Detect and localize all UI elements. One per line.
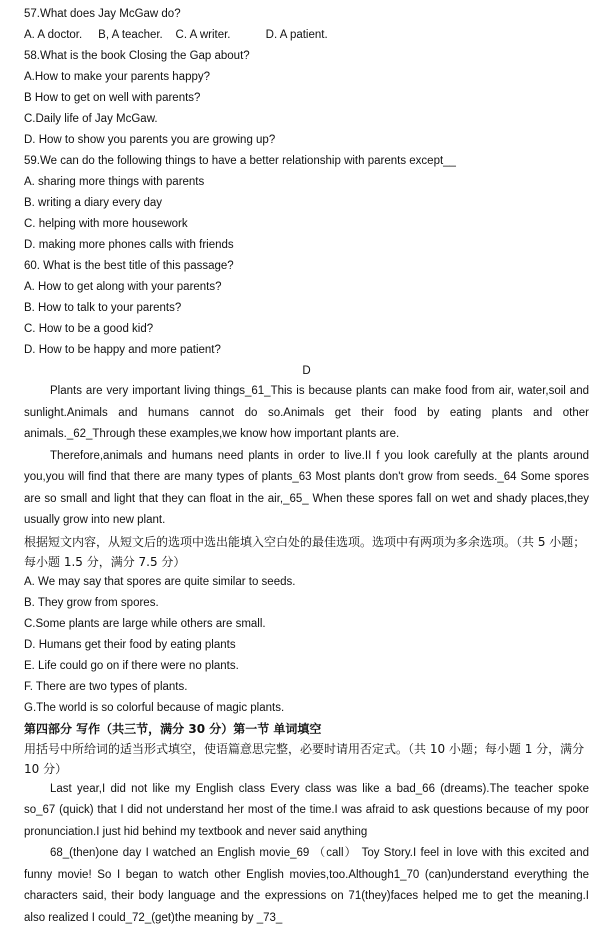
question-58-stem: 58.What is the book Closing the Gap about? [24,50,250,62]
question-60-option-a: A. How to get along with your parents? [24,281,222,293]
section-d-option-a: A. We may say that spores are quite similar to seeds. [24,575,296,588]
section-d-paragraph-2: Therefore,animals and humans need plants in order to live.II f you look carefully at the plants around you,you will find that there are many types of plants_63 Most plants don't grow from seeds._64 Some spores are so small and light that they can float in the air,_65_ When these spores fall on wet and shady places,they usually grow into new plant. [24,449,589,526]
section-d-paragraph-1: Plants are very important living things_61_This is because plants can make food from air, water,soil and sunlight.Animals and humans cannot do so.Animals get their food by eating plants and other animals._62_Through these examples,we know how important plants are. [24,385,589,440]
section-d-option-f: F. There are two types of plants. [24,680,188,693]
question-57-option-d: D. A patient. [265,29,328,41]
section-d-option-c: C.Some plants are large while others are small. [24,617,266,630]
question-59-stem: 59.We can do the following things to have a better relationship with parents except__ [24,155,456,167]
question-60-option-b: B. How to talk to your parents? [24,302,182,314]
part-4-paragraph-2: 68_(then)one day I watched an English movie_69 （call） Toy Story.I feel in love with this excited and funny movie! So I began to watch other English movies,too.Although1_70 (can)understand everything the characters said, their body language and the expressions on 71(they)faces helped me to get the meaning.I also realized I could_72_(get)the meaning by _73_ [24,847,589,924]
question-57-option-a: A. A doctor. [24,29,83,41]
section-d-heading: D [302,365,311,377]
question-58-option-a: A.How to make your parents happy? [24,71,211,83]
question-60-stem: 60. What is the best title of this passage? [24,260,234,272]
question-59-option-a: A. sharing more things with parents [24,176,205,188]
part-4-instruction: 用括号中所给词的适当形式填空，使语篇意思完整，必要时请用否定式。（共 10 小题；每小题 1 分，满分 10 分） [24,741,585,776]
section-d-option-e: E. Life could go on if there were no plants. [24,659,239,672]
section-d-option-g: G.The world is so colorful because of magic plants. [24,701,285,714]
question-57-option-c: C. A writer. [175,29,231,41]
question-58-option-c: C.Daily life of Jay McGaw. [24,113,158,125]
section-d-instruction: 根据短文内容，从短文后的选项中选出能填入空白处的最佳选项。选项中有两项为多余选项。（共 5 小题；每小题 1.5 分，满分 7.5 分） [24,534,586,569]
section-d-option-d: D. Humans get their food by eating plants [24,638,236,651]
question-59-option-c: C. helping with more housework [24,218,188,230]
question-57-option-b: B, A teacher. [98,29,163,41]
question-58-option-b: B How to get on well with parents? [24,92,201,104]
question-57-options [24,25,589,46]
question-59-option-b: B. writing a diary every day [24,197,163,209]
question-60-option-c: C. How to be a good kid? [24,323,154,335]
section-d-option-b: B. They grow from spores. [24,596,159,609]
question-58-option-d: D. How to show you parents you are growing up? [24,134,276,146]
question-60-option-d: D. How to be happy and more patient? [24,344,221,356]
question-59-option-d: D. making more phones calls with friends [24,239,234,251]
question-57-stem: 57.What does Jay McGaw do? [24,8,181,20]
part-4-heading: 第四部分 写作（共三节，满分 30 分）第一节 单词填空 [24,721,322,736]
part-4-paragraph-1: Last year,I did not like my English class Every class was like a bad_66 (dreams).The teacher spoke so_67 (quick) that I did not understand her most of the time.I was afraid to ask questions because of my poor pronunciation.I just hid behind my textbook and never said anything [24,782,589,838]
